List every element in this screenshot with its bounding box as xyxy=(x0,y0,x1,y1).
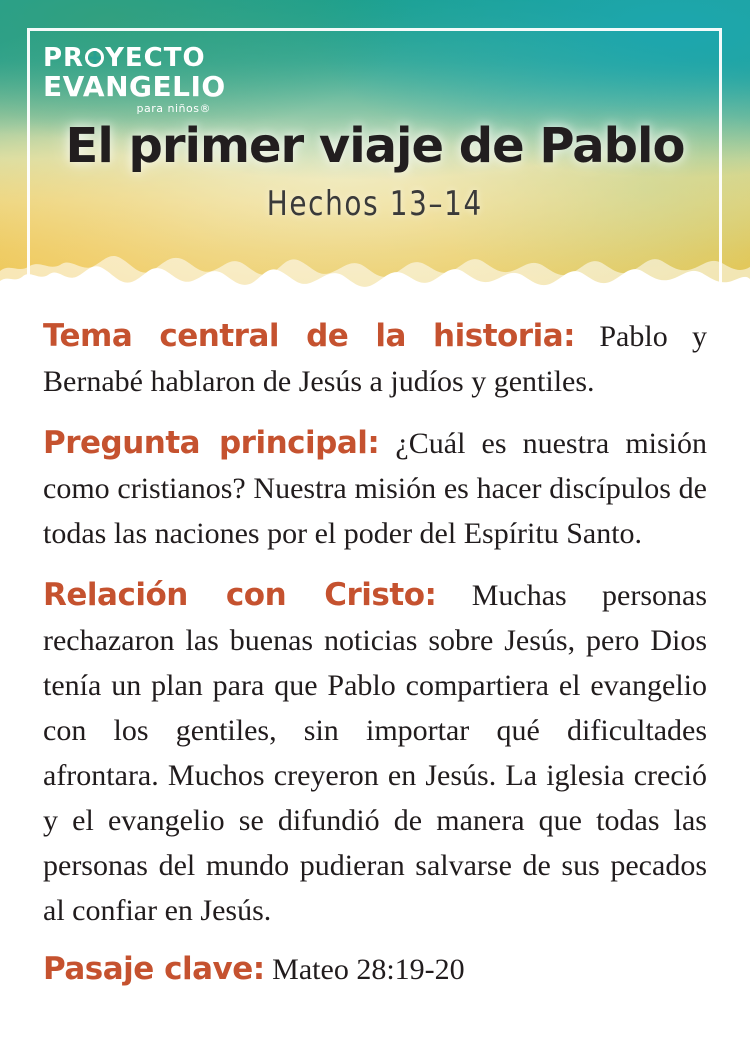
cross-in-circle-icon xyxy=(85,48,104,67)
logo-line1-pre: PR xyxy=(43,43,85,73)
section-relacion-con-cristo xyxy=(43,573,707,933)
section-heading: Tema central de la historia: xyxy=(43,318,576,354)
logo-line2: EVANGELIO xyxy=(43,70,226,103)
section-body-text: Mateo 28:19-20 xyxy=(272,953,465,986)
logo-line1-post: YECTO xyxy=(105,43,206,73)
logo-line1 xyxy=(43,44,218,72)
section-heading: Pregunta principal: xyxy=(43,425,380,461)
section-heading: Relación con Cristo: xyxy=(43,577,437,613)
page-title: El primer viaje de Pablo xyxy=(65,118,685,174)
scripture-reference xyxy=(0,184,750,224)
section-body-text: Pablo y Bernabé hablaron de Jesús a judíos y gentiles. xyxy=(43,320,707,398)
body-text xyxy=(43,300,707,992)
logo-tagline: para niños® xyxy=(136,102,211,115)
section-tema-central xyxy=(43,314,707,404)
section-pregunta-principal xyxy=(43,421,707,556)
watercolor-torn-edge xyxy=(0,245,750,307)
watercolor-header xyxy=(0,0,750,305)
scripture-reference-text: Hechos 13–14 xyxy=(266,184,484,224)
section-body-text: ¿Cuál es nuestra misión como cristianos? Nuestra misión es hacer discípulos de todas las naciones por el poder del Espíritu Santo. xyxy=(43,427,708,550)
proyecto-evangelio-logo xyxy=(43,43,226,115)
section-pasaje-clave xyxy=(43,947,707,992)
section-body-text: Muchas personas rechazaron las buenas noticias sobre Jesús, pero Dios tenía un plan para que Pablo compartiera el evangelio con los gentiles, sin importar qué dificultades afrontara. Muchos creyeron en Jesús. La iglesia creció y el evangelio se difundió de manera que todas las personas del mundo pudieran salvarse de sus pecados al confiar en Jesús. xyxy=(43,579,708,927)
section-heading: Pasaje clave: xyxy=(43,951,265,987)
